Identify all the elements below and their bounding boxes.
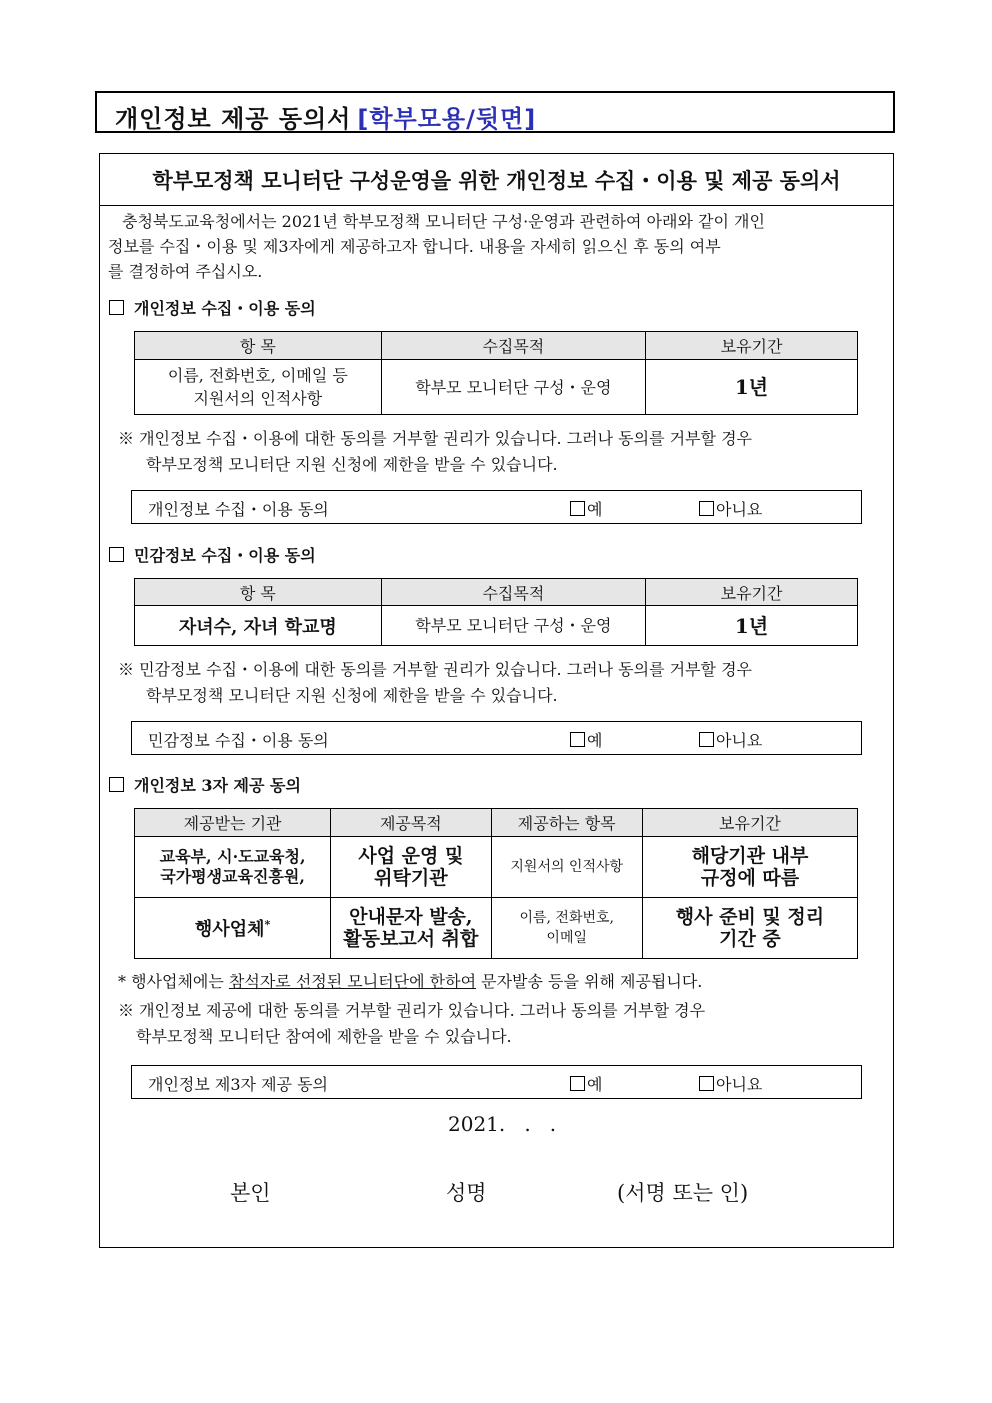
col-header: 항 목 <box>135 332 382 360</box>
document-title: 개인정보 제공 동의서 [학부모용/뒷면] <box>115 105 537 133</box>
section1-note: ※ 개인정보 수집・이용에 대한 동의를 거부할 권리가 있습니다. 그러나 동의를 거부할 경우 학부모정책 모니터단 지원 신청에 제한을 받을 수 있습니다. <box>118 429 752 474</box>
org-cell: 교육부, 시·도교육청, 국가평생교육진흥원, <box>135 837 331 898</box>
intro-paragraph: 충청북도교육청에서는 2021년 학부모정책 모니터단 구성·운영과 관련하여 아래와 같이 개인 정보를 수집・이용 및 제3자에게 제공하고자 합니다. 내용을 자세히 읽으신 후 동의 여부 를 결정하여 주십시오. <box>108 212 765 281</box>
org-cell: 행사업체* <box>135 898 331 959</box>
section-box-icon <box>109 777 124 792</box>
col-header: 보유기간 <box>642 809 857 837</box>
purpose-cell: 안내문자 발송, 활동보고서 취합 <box>331 898 491 959</box>
period-cell: 1년 <box>646 360 858 415</box>
checkbox-icon[interactable] <box>570 501 585 516</box>
checkbox-icon[interactable] <box>699 501 714 516</box>
period-cell: 행사 준비 및 정리 기간 중 <box>642 898 857 959</box>
items-cell: 지원서의 인적사항 <box>491 837 642 898</box>
section2-no-option[interactable]: 아니요 <box>699 728 762 751</box>
document-title-box <box>95 91 895 133</box>
checkbox-icon[interactable] <box>570 732 585 747</box>
col-header: 수집목적 <box>381 332 645 360</box>
signature-sign-label: (서명 또는 인) <box>617 1181 749 1205</box>
item-cell: 이름, 전화번호, 이메일 등 지원서의 인적사항 <box>135 360 382 415</box>
section3-note: ※ 개인정보 제공에 대한 동의를 거부할 권리가 있습니다. 그러나 동의를 거부할 경우 학부모정책 모니터단 참여에 제한을 받을 수 있습니다. <box>118 1001 706 1046</box>
signature-name-label: 성명 <box>446 1181 487 1205</box>
section2-yes-option[interactable]: 예 <box>570 728 602 751</box>
section3-agree-row: 개인정보 제3자 제공 동의 예 아니요 <box>131 1065 862 1099</box>
col-header: 제공하는 항목 <box>491 809 642 837</box>
section3-heading: 개인정보 3자 제공 동의 <box>109 773 301 796</box>
checkbox-icon[interactable] <box>699 1076 714 1091</box>
section1-yes-option[interactable]: 예 <box>570 497 602 520</box>
section-box-icon <box>109 547 124 562</box>
section1-agree-row: 개인정보 수집・이용 동의 예 아니요 <box>131 490 862 524</box>
checkbox-icon[interactable] <box>699 732 714 747</box>
col-header: 수집목적 <box>381 579 645 606</box>
document-subtitle: [학부모용/뒷면] <box>357 105 537 133</box>
table-row <box>135 898 858 959</box>
signature-self-label: 본인 <box>230 1181 271 1205</box>
item-cell: 자녀수, 자녀 학교명 <box>135 606 382 646</box>
section2-agree-row: 민감정보 수집・이용 동의 예 아니요 <box>131 721 862 755</box>
section2-table <box>134 578 858 646</box>
purpose-cell: 학부모 모니터단 구성・운영 <box>381 606 645 646</box>
date-field[interactable]: 2021. . . <box>448 1112 557 1136</box>
col-header: 제공목적 <box>331 809 491 837</box>
section1-table <box>134 331 858 415</box>
col-header: 보유기간 <box>646 579 858 606</box>
period-cell: 해당기관 내부 규정에 따름 <box>642 837 857 898</box>
section-box-icon <box>109 300 124 315</box>
table-row <box>135 837 858 898</box>
purpose-cell: 학부모 모니터단 구성・운영 <box>381 360 645 415</box>
section3-no-option[interactable]: 아니요 <box>699 1072 762 1095</box>
checkbox-icon[interactable] <box>570 1076 585 1091</box>
items-cell: 이름, 전화번호, 이메일 <box>491 898 642 959</box>
section2-heading: 민감정보 수집・이용 동의 <box>109 543 316 566</box>
title-divider <box>99 205 894 206</box>
section1-no-option[interactable]: 아니요 <box>699 497 762 520</box>
purpose-cell: 사업 운영 및 위탁기관 <box>331 837 491 898</box>
period-cell: 1년 <box>646 606 858 646</box>
section3-footnote: * 행사업체에는 참석자로 선정된 모니터단에 한하여 문자발송 등을 위해 제공됩니다. <box>118 972 703 991</box>
form-title: 학부모정책 모니터단 구성운영을 위한 개인정보 수집・이용 및 제공 동의서 <box>152 168 841 193</box>
section2-note: ※ 민감정보 수집・이용에 대한 동의를 거부할 권리가 있습니다. 그러나 동의를 거부할 경우 학부모정책 모니터단 지원 신청에 제한을 받을 수 있습니다. <box>118 660 752 705</box>
col-header: 항 목 <box>135 579 382 606</box>
col-header: 제공받는 기관 <box>135 809 331 837</box>
section1-heading: 개인정보 수집・이용 동의 <box>109 296 316 319</box>
section3-table <box>134 808 858 959</box>
col-header: 보유기간 <box>646 332 858 360</box>
section3-yes-option[interactable]: 예 <box>570 1072 602 1095</box>
